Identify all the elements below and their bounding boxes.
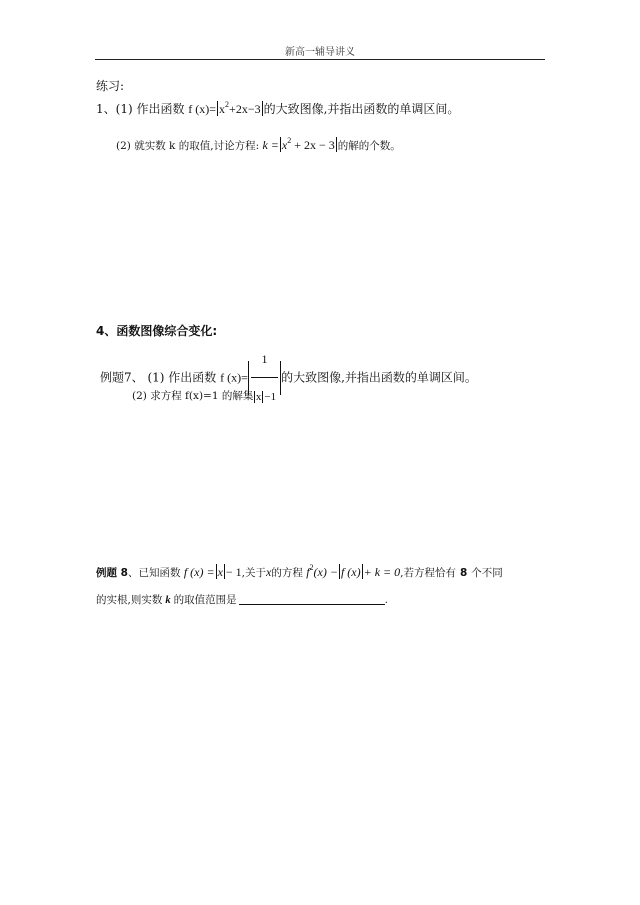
- ex8-var-k: k: [165, 595, 171, 606]
- q2-abs-left: [280, 137, 281, 152]
- q1-prefix: 1、(1) 作出函数: [96, 102, 185, 116]
- ex8-eq2-abs-right: [362, 564, 363, 579]
- ex8-eq1-rest: − 1: [225, 565, 242, 579]
- practice-question-2: [116, 136, 401, 153]
- ex8-text-c: 的方程: [271, 567, 303, 579]
- practice-question-1: [96, 100, 459, 117]
- ex8-eq1: f (x) =: [183, 565, 215, 579]
- ex8-line2-a: 的实根,则实数: [96, 594, 163, 606]
- ex8-line2-b: 的取值范围是: [173, 594, 237, 606]
- q1-expr-b: +2x−3: [229, 102, 261, 116]
- ex8-count: 8: [459, 567, 468, 579]
- ex8-text-a: 、已知函数: [127, 567, 181, 579]
- ex8-line2-end: .: [384, 594, 388, 606]
- ex7-den-inner: x: [255, 391, 262, 403]
- q2-suffix: 的解的个数。: [337, 140, 401, 152]
- q1-abs-right: [262, 101, 263, 116]
- ex8-text-d: ,若方程恰有: [400, 567, 456, 579]
- ex7-frac-den: [251, 377, 278, 415]
- ex8-text-b: ,关于: [241, 567, 267, 579]
- ex7-den-rest: −1: [264, 391, 277, 403]
- q2-prefix: (2) 就实数 k 的取值,讨论方程:: [116, 140, 260, 152]
- ex8-eq1-abs: x: [217, 565, 223, 579]
- ex7-func-name: f (x)=: [220, 370, 248, 385]
- q1-expr-a: x: [219, 102, 226, 116]
- example-7-part-2: (2) 求方程 f(x)=1 的解集: [132, 390, 254, 402]
- ex8-eq1-abs-right: [224, 564, 225, 579]
- answer-blank[interactable]: [239, 592, 385, 605]
- ex7-den-abs-left: [254, 391, 255, 403]
- ex7-frac-num: 1: [261, 352, 268, 366]
- example-7-part-1: [100, 341, 477, 415]
- example-8-line-2: [96, 592, 388, 607]
- q2-abs-right: [336, 137, 337, 152]
- ex7-prefix: 例题7、 (1) 作出函数: [100, 370, 217, 385]
- ex8-var-x: x: [266, 565, 272, 579]
- q1-abs-left: [217, 101, 218, 116]
- ex8-text-e: 个不同: [471, 567, 503, 579]
- header-title: 新高一辅导讲义: [285, 47, 355, 58]
- ex8-eq2-abs-left: [339, 564, 340, 579]
- header-rule: [95, 59, 545, 60]
- ex8-eq2-abs: f (x): [340, 565, 361, 579]
- ex8-label: 例题 8: [96, 567, 128, 579]
- q1-expr-sup: 2: [225, 100, 230, 109]
- q2-expr-b: + 2x − 3: [291, 138, 335, 152]
- q2-expr-sup: 2: [287, 136, 292, 145]
- ex7-suffix: 的大致图像,并指出函数的单调区间。: [281, 370, 477, 385]
- ex8-eq2-c: + k = 0: [363, 565, 401, 579]
- ex8-eq2-b: (x) −: [313, 565, 338, 579]
- q2-lhs: k =: [262, 138, 279, 152]
- example-8-line-1: [96, 563, 503, 580]
- section-4-heading: 4、函数图像综合变化:: [96, 324, 218, 338]
- ex8-eq2-a: f: [306, 565, 310, 579]
- ex8-eq2-sup: 2: [309, 563, 314, 572]
- ex8-eq1-abs-left: [216, 564, 217, 579]
- ex7-fraction: [251, 341, 278, 415]
- q2-expr-a: x: [281, 138, 288, 152]
- q1-func-name: f (x)=: [188, 102, 217, 116]
- practice-heading: 练习:: [96, 79, 125, 93]
- q1-suffix: 的大致图像,并指出函数的单调区间。: [263, 102, 460, 116]
